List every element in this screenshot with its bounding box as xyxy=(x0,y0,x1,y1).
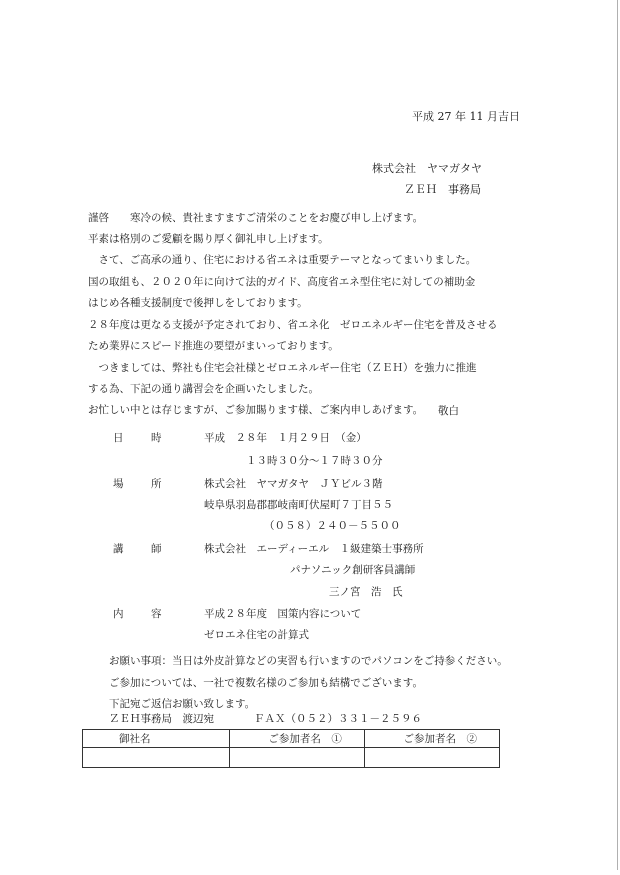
content-line-2: ゼロエネ住宅の計算式 xyxy=(204,629,309,641)
reply-addressee: ＺＥＨ事務局 渡辺宛 xyxy=(109,713,214,725)
place-phone: （０５８）２４０－５５００ xyxy=(264,520,401,532)
label-char: 内 xyxy=(113,608,124,620)
body-line: 国の取組も、２０２０年に向けて法的ガイド、高度省エネ型住宅に対しての補助金 xyxy=(88,276,476,288)
reply-form-header-row xyxy=(83,730,500,748)
datetime-date: 平成 ２８年 １月２９日 （金） xyxy=(204,432,367,444)
body-line: 謹啓 寒冷の候、貴社ますますご清栄のことをお慶び申し上げます。 xyxy=(88,212,424,224)
label-char: 師 xyxy=(151,543,162,555)
label-char: 容 xyxy=(151,608,162,620)
note-line: お願い事項：当日は外皮計算などの実習も行いますのでパソコンをご持参ください。 xyxy=(109,655,508,667)
header-company-name: 御社名 xyxy=(83,730,230,748)
reply-fax: ＦＡＸ（０５２）３３１－２５９６ xyxy=(254,713,422,725)
company-name-field[interactable] xyxy=(83,748,230,768)
body-line: はじめ各種支援制度で後押しをしております。 xyxy=(88,297,308,309)
body-line: お忙しい中とは存じますが、ご参加賜ります様、ご案内申しあげます。 xyxy=(88,404,424,416)
lecturer-title: パナソニック創研客員講師 xyxy=(290,564,416,576)
sender-company: 株式会社 ヤマガタヤ xyxy=(372,162,482,175)
label-char: 時 xyxy=(151,432,162,444)
participant-2-field[interactable] xyxy=(364,748,499,768)
body-line: 平素は格別のご愛顧を賜り厚く御礼申し上げます。 xyxy=(88,233,329,245)
label-place xyxy=(113,477,162,491)
closing-keihaku: 敬白 xyxy=(438,405,459,417)
content-line-1: 平成２８年度 国策内容について xyxy=(204,608,362,620)
label-char: 講 xyxy=(113,543,124,555)
body-line: する為、下記の通り講習会を企画いたしました。 xyxy=(88,383,319,395)
reply-form-entry-row xyxy=(83,748,500,768)
header-participant-2: ご参加者名 ② xyxy=(364,730,499,748)
document-date: 平成 27 年 11 月吉日 xyxy=(412,110,520,123)
label-content xyxy=(113,607,162,621)
lecturer-name: 三ノ宮 浩 氏 xyxy=(329,586,403,598)
label-char: 所 xyxy=(151,478,162,490)
label-char: 日 xyxy=(113,432,124,444)
label-char: 場 xyxy=(113,478,124,490)
reply-form-table xyxy=(82,729,500,768)
place-building: 株式会社 ヤマガタヤ ＪＹビル３階 xyxy=(204,478,383,490)
participant-1-field[interactable] xyxy=(229,748,364,768)
lecturer-company: 株式会社 エーディーエル １級建築士事務所 xyxy=(204,543,424,555)
label-lecturer xyxy=(113,542,162,556)
scan-edge-line xyxy=(617,0,618,870)
datetime-time: １３時３０分～１７時３０分 xyxy=(246,455,383,467)
note-line: ご参加については、一社で複数名様のご参加も結構でございます。 xyxy=(109,677,423,689)
header-participant-1: ご参加者名 ① xyxy=(229,730,364,748)
body-line: ２８年度は更なる支援が予定されており、省エネ化 ゼロエネルギー住宅を普及させる xyxy=(88,319,498,331)
body-line: ため業界にスピード推進の要望がまいっております。 xyxy=(88,340,339,352)
note-line: 下記宛ご返信お願い致します。 xyxy=(109,698,256,710)
place-address: 岐阜県羽島郡郡岐南町伏屋町７丁目５５ xyxy=(204,499,393,511)
body-line: さて、ご高承の通り、住宅における省エネは重要テーマとなってまいりました。 xyxy=(88,254,477,266)
sender-department: ＺＥＨ 事務局 xyxy=(404,183,481,196)
body-line: つきましては、弊社も住宅会社様とゼロエネルギー住宅（ＺＥＨ）を強力に推進 xyxy=(88,362,477,374)
label-datetime xyxy=(113,431,162,445)
